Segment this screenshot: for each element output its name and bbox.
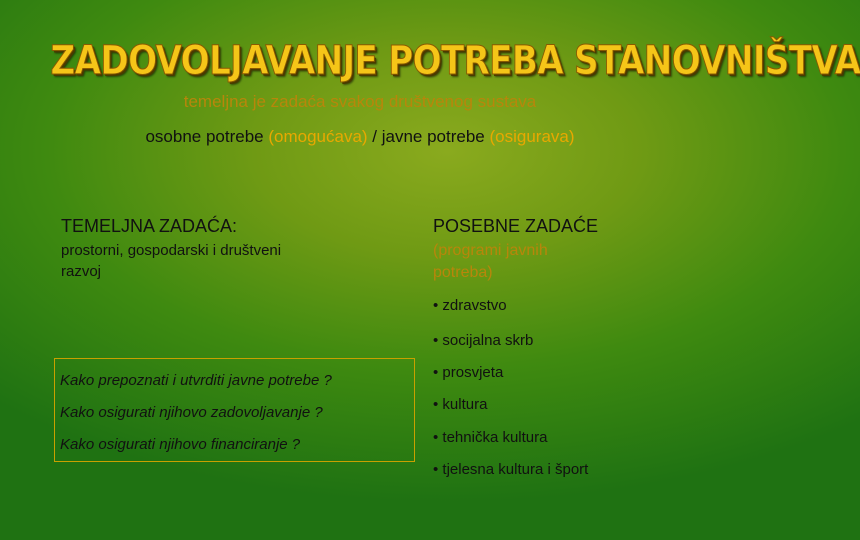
slide-subtitle: temeljna je zadaća svakog društvenog sustava xyxy=(183,92,537,111)
bullet-item: • kultura xyxy=(433,396,488,413)
bullet-item: • tjelesna kultura i šport xyxy=(433,461,589,478)
question-item: Kako prepoznati i utvrditi javne potrebe ? xyxy=(60,372,332,389)
question-item: Kako osigurati njihovo zadovoljavanje ? xyxy=(60,404,323,421)
bullet-item: • tehnička kultura xyxy=(433,429,548,446)
personal-needs-text: osobne potrebe xyxy=(145,127,269,146)
needs-line xyxy=(0,127,720,147)
question-item: Kako osigurati njihovo financiranje ? xyxy=(60,436,301,453)
bullet-item: • socijalna skrb xyxy=(433,332,534,349)
bullet-item: • zdravstvo xyxy=(433,297,507,314)
ensures-text: (osigurava) xyxy=(489,127,575,146)
basic-task-body: prostorni, gospodarski i društveni razvoj xyxy=(61,242,282,280)
basic-task-heading: TEMELJNA ZADAĆA: xyxy=(61,216,238,236)
special-tasks-heading: POSEBNE ZADAĆE xyxy=(433,216,599,236)
enables-text: (omogućava) xyxy=(268,127,368,146)
bullet-item: • prosvjeta xyxy=(433,364,504,381)
public-needs-text: / javne potrebe xyxy=(367,127,490,146)
slide-title: ZADOVOLJAVANJE POTREBA STANOVNIŠTVA xyxy=(50,38,860,84)
special-tasks-body: (programi javnih potreba) xyxy=(433,242,548,281)
